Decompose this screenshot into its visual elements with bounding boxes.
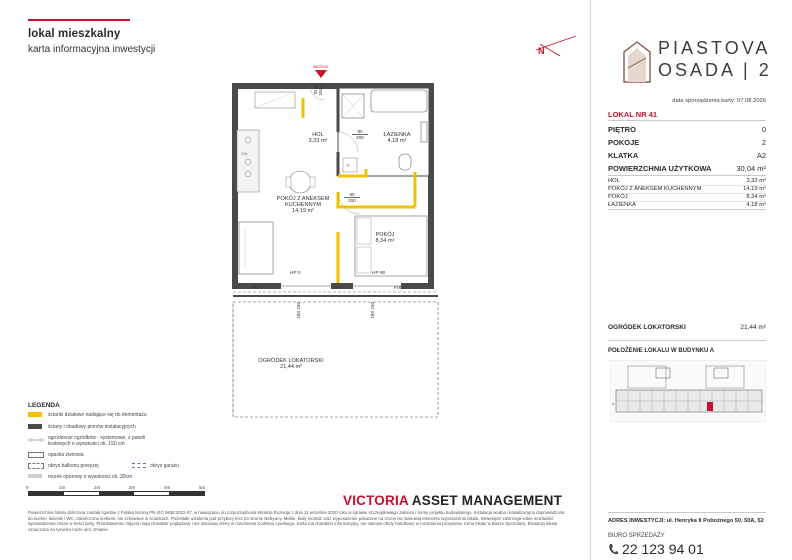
dim-window-right: 180 230 — [370, 302, 375, 319]
unit-number: LOKAL NR 41 — [608, 110, 658, 119]
brand-line-2: OSADA | 2 — [658, 60, 772, 80]
field-rooms: POKOJE 2 — [608, 138, 766, 147]
legend-title: LEGENDA — [28, 402, 60, 409]
legend-item-fence: ogrodzenie ogródków - systemowe, z paneli kratowych o wysokości ok. 150 cm — [48, 435, 146, 447]
scale-4: 4m — [164, 485, 171, 490]
legend-item-balcony: obrys balkonu powyżej — [48, 463, 99, 469]
legend-swatch-gravel — [28, 452, 44, 458]
fix-left: FIX — [252, 286, 260, 291]
dim-bath-door: 80 200 — [352, 129, 368, 140]
room-row-bathroom: ŁAZIENKA 4,18 m² — [608, 202, 766, 208]
brand-line-1: PIASTOVA — [658, 38, 771, 58]
hp-right: HP 90 — [372, 271, 386, 276]
room-label-hol: HOL 3,33 m² — [308, 132, 328, 144]
building-key-plan — [610, 360, 766, 422]
scale-1: 1m — [59, 485, 66, 490]
legend-swatch-garage — [132, 463, 146, 468]
fridge-mark: CHŁ — [241, 152, 249, 156]
divider — [608, 120, 766, 121]
fix-right: FIX — [394, 286, 402, 291]
legend-swatch-balcony — [28, 463, 44, 469]
legend-swatch-removable — [28, 412, 42, 417]
divider — [608, 209, 766, 210]
divider — [608, 340, 766, 341]
page-subtitle: karta informacyjna inwestycji — [28, 44, 156, 55]
entry-label: WEJŚCIE — [313, 65, 329, 69]
card-date: data sporządzenia karty: 07.08.2026 — [672, 98, 766, 104]
divider — [608, 175, 766, 176]
room-label-bathroom: ŁAZIENKA 4,18 m² — [383, 132, 411, 144]
scale-bar — [28, 491, 205, 496]
page-title: lokal mieszkalny — [28, 28, 121, 40]
room-label-room: POKÓJ 8,34 m² — [375, 232, 395, 244]
phone-icon — [608, 543, 618, 555]
field-usable-area: POWIERZCHNIA UŻYTKOWA 30,04 m² — [608, 164, 766, 173]
svg-text:N: N — [538, 46, 545, 56]
room-row-room: POKÓJ 8,34 m² — [608, 194, 766, 200]
room-row-hol: HOL 3,33 m² — [608, 178, 766, 184]
sales-office-label: BIURO SPRZEDAŻY — [608, 533, 665, 539]
unit-highlight — [707, 402, 713, 411]
legend-swatch-fence — [28, 437, 44, 443]
divider — [608, 512, 766, 513]
room-row-living-kitchen: POKÓJ Z ANEKSEM KUCHENNYM 14,19 m² — [608, 186, 766, 192]
legend-item-retaining: murek oporowy o wysokości ok. 30cm — [48, 474, 133, 480]
scale-0: 0 — [26, 485, 29, 490]
dim-window-left: 180 230 — [296, 302, 301, 319]
p-mark: P — [347, 163, 350, 168]
header-accent-line — [28, 19, 130, 21]
disclaimer: Powierzchnia lokalu obliczona została zgodnie z Polską Normą PN-ISO 9836:2022-07, w nawiązaniu do rozporządzenia Ministra Rozwoju z dnia 11 września 2020 roku w sprawie szczegółowego zakresu i formy projektu budowlanego. Instalacja wodna i kanalizacyjna doprowadzona do kuchni, łazienki i WC, zakończona korkiem, nie schowane w ściankach. Pozostałe ustalenia pod przybory lecz po stronie Nabywcy. Meble, biały montaż oraz wyposażenie pokazane na rzucie nie stanowią elementu wyposażenia lokalu. Deweloper zastrzega sobie możliwość wprowadzenia zmian w treści karty. Przedstawione zdjęcia mają charakter poglądowy i nie stanowią oferty w rozumieniu Kodeksu cywilnego. Karta ma charakter informacyjny, nie stanowi oferty handlowej w rozumieniu przepisów. Cena lokalu w Biurze Sprzedaży. Elewacja lokalu oznaczona na rysunku może ulec zmianie. — [28, 510, 565, 532]
sales-phone[interactable]: 22 123 94 01 — [622, 541, 704, 557]
investment-address: ADRES INWESTYCJI: ul. Henryka II Pobożnego 50, 50A, 52 — [608, 518, 764, 524]
scale-5: 5m — [199, 485, 206, 490]
dim-room-door: 80 200 — [344, 192, 360, 203]
panel-divider — [590, 0, 591, 560]
house-roof-logo-icon — [622, 38, 652, 84]
legend-item-removable: ścianki działowe nadające się do demontażu — [48, 412, 147, 418]
room-label-garden: OGRÓDEK LOKATORSKI 21,44 m² — [258, 358, 324, 370]
garden-area-row: OGRÓDEK LOKATORSKI 21,44 m² — [608, 324, 766, 331]
scale-2: 2m — [94, 485, 101, 490]
developer-logo: VICTORIA ASSET MANAGEMENT — [343, 493, 563, 508]
location-title: POŁOŻENIE LOKALU W BUDYNKU A — [608, 348, 715, 354]
legend-swatch-walls — [28, 424, 42, 429]
north-arrow-icon — [532, 32, 580, 60]
scale-3: 3m — [129, 485, 136, 490]
hp-left: HP 0 — [290, 271, 301, 276]
room-label-living-kitchen: POKÓJ Z ANEKSEM KUCHENNYM 14,19 m² — [276, 196, 330, 214]
legend-item-gravel: opaska żwirowa — [48, 452, 84, 458]
field-staircase: KLATKA A2 — [608, 151, 766, 160]
legend-item-garage: obrys garażu — [150, 463, 179, 469]
legend-item-walls: ściany i obudowy pionów instalacyjnych — [48, 424, 136, 430]
legend-swatch-retaining — [28, 474, 42, 478]
fix-mid: FIX — [334, 286, 342, 291]
dim-entry-door: 92,8 200,8 — [313, 84, 323, 96]
svg-text:A: A — [612, 401, 615, 406]
field-floor: PIĘTRO 0 — [608, 125, 766, 134]
